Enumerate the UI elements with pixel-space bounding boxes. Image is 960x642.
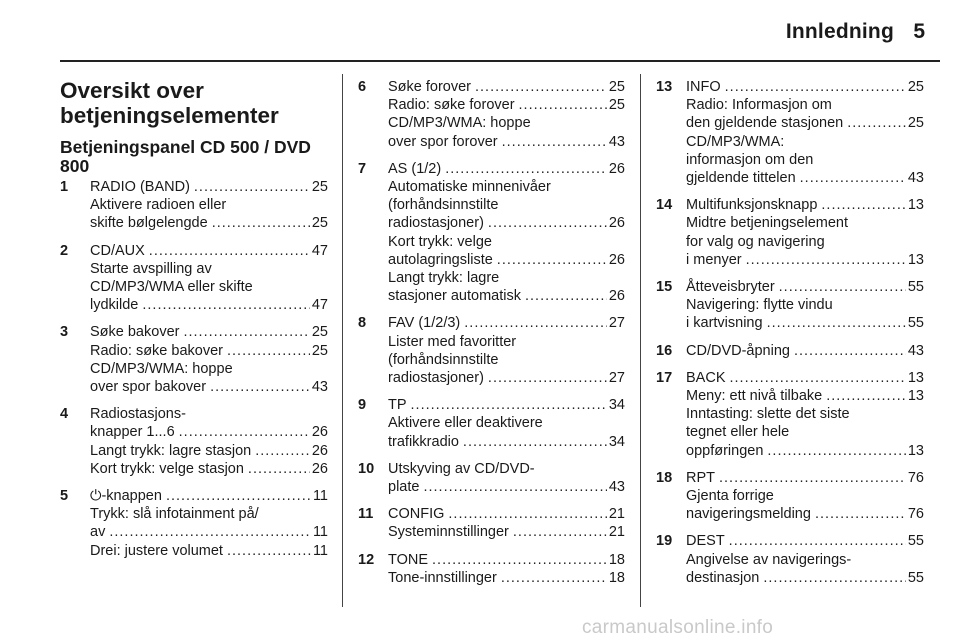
page-reference: 34: [608, 397, 625, 414]
entry-number: 6: [358, 79, 367, 95]
page-reference: 11: [312, 524, 328, 541]
index-entry: [60, 323, 328, 396]
entry-line-text: Søke bakover: [90, 324, 180, 341]
entry-line-text: den gjeldende stasjonen: [686, 115, 844, 132]
entry-line-text: Angivelse av navigerings-: [686, 551, 852, 568]
dot-leader: [501, 569, 607, 587]
entry-line-text: Radio: søke bakover: [90, 342, 223, 359]
dot-leader: [763, 569, 906, 587]
entry-line: [90, 378, 328, 396]
entry-number: 7: [358, 160, 367, 177]
page-reference: 76: [907, 469, 924, 486]
page-reference: 43: [907, 342, 924, 359]
page-reference: 26: [608, 215, 625, 232]
entry-body: [686, 469, 924, 524]
entry-line-text: FAV (1/2/3): [388, 315, 461, 332]
page-reference: 13: [907, 197, 924, 214]
entry-number: 10: [358, 460, 375, 477]
page-reference: 47: [311, 242, 328, 259]
entry-line: [686, 569, 924, 587]
page-reference: 25: [608, 79, 625, 95]
entry-line: [90, 242, 328, 260]
entry-line: [90, 442, 328, 460]
entry-line-text: Aktivere eller deaktivere: [388, 415, 543, 432]
dot-leader: [746, 251, 906, 269]
entry-line-text: Trykk: slå infotainment på/: [90, 506, 259, 523]
column-divider: [342, 74, 343, 607]
subsection-title: Betjeningspanel CD 500 / DVD 800: [60, 137, 311, 176]
dot-leader: [488, 214, 607, 232]
entry-line-text: av: [90, 524, 106, 541]
entry-line-text: destinasjon: [686, 569, 760, 586]
dot-leader: [475, 78, 607, 96]
entry-line-text: tegnet eller hele: [686, 424, 790, 441]
entry-line: [388, 196, 625, 214]
dot-leader: [142, 296, 310, 314]
entry-line: [388, 505, 625, 523]
entry-body: [388, 160, 625, 306]
entry-line: [90, 278, 328, 296]
page-reference: 26: [311, 460, 328, 477]
entry-line: [686, 505, 924, 523]
entry-line: [686, 114, 924, 132]
index-entry: [60, 487, 328, 560]
entry-number: 19: [656, 533, 673, 550]
entry-line: [90, 542, 328, 560]
entry-body: [90, 323, 328, 396]
page-reference: 27: [608, 370, 625, 387]
page-reference: 13: [907, 388, 924, 405]
entry-line-text: Åtteveisbryter: [686, 279, 775, 296]
entry-number: 18: [656, 469, 673, 486]
entry-number: 17: [656, 369, 673, 386]
dot-leader: [725, 78, 906, 96]
dot-leader: [179, 423, 310, 441]
page-reference: 18: [608, 551, 625, 568]
entry-line-text: oppføringen: [686, 442, 764, 459]
entry-line: [686, 233, 924, 251]
entry-line: [388, 178, 625, 196]
entry-line: [686, 442, 924, 460]
entry-line: [686, 278, 924, 296]
entry-line: [90, 323, 328, 341]
entry-line: [388, 78, 625, 96]
page-reference: 13: [907, 369, 924, 386]
entry-line: [388, 114, 625, 132]
index-column-1: [60, 78, 328, 569]
dot-leader: [794, 342, 906, 360]
page-reference: 55: [907, 569, 924, 586]
entry-line: [686, 296, 924, 314]
page-reference: 43: [608, 133, 625, 150]
entry-line: [90, 460, 328, 478]
entry-line: [686, 314, 924, 332]
entry-line-text: Starte avspilling av: [90, 260, 212, 277]
entry-line-text: Utskyving av CD/DVD-: [388, 460, 535, 477]
page-header-title: Innledning: [785, 20, 894, 43]
page-reference: 43: [907, 170, 924, 187]
dot-leader: [464, 314, 607, 332]
entry-line-text: for valg og navigering: [686, 233, 825, 250]
page-reference: 25: [311, 179, 328, 195]
entry-line-text: TONE: [388, 551, 429, 568]
entry-line: [388, 251, 625, 269]
entry-line-text: CD/MP3/WMA:: [686, 133, 785, 150]
dot-leader: [432, 551, 607, 569]
entry-line: [90, 360, 328, 378]
entry-line-text: Automatiske minnenivåer: [388, 179, 551, 196]
entry-body: [90, 487, 328, 560]
dot-leader: [183, 323, 309, 341]
entry-line-text: plate: [388, 479, 420, 496]
entry-line-text: RPT: [686, 469, 715, 486]
dot-leader: [423, 478, 606, 496]
entry-line: [686, 469, 924, 487]
index-entry: [358, 160, 625, 306]
index-entry: [358, 505, 625, 541]
entry-body: [686, 342, 924, 360]
entry-line: [686, 551, 924, 569]
index-entry: [656, 532, 924, 587]
dot-leader: [730, 369, 906, 387]
entry-line-text: (forhåndsinnstilte: [388, 351, 499, 368]
dot-leader: [519, 96, 607, 114]
entry-line: [686, 487, 924, 505]
dot-leader: [445, 160, 607, 178]
entry-line: [388, 314, 625, 332]
dot-leader: [166, 487, 311, 505]
entry-line-text: autolagringsliste: [388, 251, 493, 268]
entry-line-text: over spor bakover: [90, 379, 207, 396]
entry-line: [388, 214, 625, 232]
index-entry: [60, 242, 328, 315]
index-column-3: [656, 78, 924, 596]
entry-list: [358, 78, 625, 587]
entry-line: [686, 169, 924, 187]
entry-line-text: skifte bølgelengde: [90, 215, 208, 232]
entry-body: [388, 78, 625, 151]
entry-list: [60, 178, 328, 560]
entry-number: 3: [60, 324, 69, 341]
page-reference: 25: [608, 97, 625, 114]
entry-line-text: trafikkradio: [388, 433, 459, 450]
entry-line: [388, 333, 625, 351]
entry-line-text: CD/DVD-åpning: [686, 342, 790, 359]
dot-leader: [815, 505, 906, 523]
entry-line: [686, 532, 924, 550]
dot-leader: [463, 433, 607, 451]
entry-list: [656, 78, 924, 587]
dot-leader: [800, 169, 906, 187]
entry-body: [686, 278, 924, 333]
entry-line-text: RADIO (BAND): [90, 179, 190, 195]
page-reference: 25: [311, 215, 328, 232]
entry-line: [90, 196, 328, 214]
column-divider: [640, 74, 641, 607]
entry-line-text: i menyer: [686, 251, 742, 268]
entry-line-text: Systeminnstillinger: [388, 524, 509, 541]
entry-body: [686, 369, 924, 460]
entry-number: 8: [358, 315, 367, 332]
entry-number: 13: [656, 79, 673, 95]
dot-leader: [212, 214, 310, 232]
entry-body: [90, 178, 328, 233]
page-reference: 43: [311, 379, 328, 396]
entry-line-text: CONFIG: [388, 506, 445, 523]
entry-line-text: CD/AUX: [90, 242, 145, 259]
entry-line-text: CD/MP3/WMA: hoppe: [90, 360, 233, 377]
entry-number: 12: [358, 551, 375, 568]
entry-line-text: CD/MP3/WMA: hoppe: [388, 115, 531, 132]
header-divider: [60, 60, 940, 62]
entry-body: [388, 460, 625, 496]
page-reference: 25: [311, 342, 328, 359]
entry-line-text: Lister med favoritter: [388, 333, 517, 350]
entry-line-text: (forhåndsinnstilte: [388, 197, 499, 214]
index-entry: [60, 178, 328, 233]
index-entry: [358, 551, 625, 587]
page-reference: 55: [907, 279, 924, 296]
entry-number: 16: [656, 342, 673, 359]
index-entry: [358, 78, 625, 151]
entry-line-text: knapper 1...6: [90, 424, 175, 441]
page-reference: 26: [311, 424, 328, 441]
entry-line: [90, 178, 328, 196]
entry-line-text: Kort trykk: velge stasjon: [90, 460, 244, 477]
entry-line: [90, 523, 328, 541]
section-title: Oversikt over betjeningselementer: [60, 78, 279, 128]
entry-line-text: Søke forover: [388, 79, 471, 95]
entry-body: [388, 551, 625, 587]
page-reference: 26: [608, 251, 625, 268]
entry-line: [90, 260, 328, 278]
entry-line: [686, 342, 924, 360]
entry-line-text: over spor forover: [388, 133, 498, 150]
entry-line-text: Radio: Informasjon om: [686, 97, 832, 114]
dot-leader: [227, 542, 311, 560]
entry-line-text: stasjoner automatisk: [388, 288, 521, 305]
page-reference: 34: [608, 433, 625, 450]
entry-body: [686, 196, 924, 269]
entry-line: [686, 196, 924, 214]
dot-leader: [729, 532, 906, 550]
entry-body: [686, 532, 924, 587]
index-entry: [358, 396, 625, 451]
entry-body: [388, 314, 625, 387]
entry-body: [686, 78, 924, 187]
entry-line: [388, 133, 625, 151]
entry-line: [388, 269, 625, 287]
entry-line: [686, 387, 924, 405]
entry-line: [90, 423, 328, 441]
entry-line-text: AS (1/2): [388, 160, 442, 177]
page-reference: 76: [907, 506, 924, 523]
dot-leader: [767, 442, 905, 460]
page-reference: 47: [311, 297, 328, 314]
dot-leader: [779, 278, 906, 296]
entry-line: [388, 478, 625, 496]
entry-line-text: Inntasting: slette det siste: [686, 406, 850, 423]
dot-leader: [248, 460, 310, 478]
entry-number: 1: [60, 179, 69, 195]
entry-line: [90, 505, 328, 523]
page-reference: 25: [311, 324, 328, 341]
index-entry: [358, 460, 625, 496]
page-reference: 26: [608, 160, 625, 177]
dot-leader: [502, 133, 607, 151]
page-reference: 55: [907, 533, 924, 550]
page-reference: 26: [311, 442, 328, 459]
page-reference: 25: [907, 79, 924, 95]
entry-line: [686, 369, 924, 387]
entry-body: [90, 405, 328, 478]
entry-line-text: Radio: søke forover: [388, 97, 515, 114]
dot-leader: [719, 469, 906, 487]
entry-line: [90, 296, 328, 314]
entry-line-text: radiostasjoner): [388, 215, 484, 232]
entry-line: [388, 369, 625, 387]
dot-leader: [411, 396, 607, 414]
page-reference: 43: [608, 479, 625, 496]
index-entry: [358, 314, 625, 387]
entry-line: [388, 396, 625, 414]
page-reference: 18: [608, 569, 625, 586]
entry-line-text: radiostasjoner): [388, 370, 484, 387]
entry-line-text: informasjon om den: [686, 151, 814, 168]
dot-leader: [448, 505, 606, 523]
page-reference: 27: [608, 315, 625, 332]
entry-line-text: i kartvisning: [686, 315, 763, 332]
page-reference: 55: [907, 315, 924, 332]
entry-number: 5: [60, 488, 69, 505]
page-number: 5: [913, 20, 925, 43]
dot-leader: [227, 342, 310, 360]
entry-line: [686, 133, 924, 151]
entry-line: [686, 214, 924, 232]
entry-line: [686, 78, 924, 96]
entry-number: 4: [60, 406, 69, 423]
entry-line: [686, 405, 924, 423]
dot-leader: [847, 114, 906, 132]
entry-line: [388, 96, 625, 114]
entry-line: [388, 233, 625, 251]
entry-number: 9: [358, 397, 367, 414]
dot-leader: [767, 314, 906, 332]
index-column-2: [358, 78, 625, 596]
dot-leader: [149, 242, 310, 260]
entry-line-text: Multifunksjonsknapp: [686, 197, 818, 214]
entry-line-text: Meny: ett nivå tilbake: [686, 388, 823, 405]
dot-leader: [513, 523, 607, 541]
dot-leader: [194, 178, 310, 196]
entry-line-text: Gjenta forrige: [686, 488, 774, 505]
index-entry: [60, 405, 328, 478]
entry-line: [90, 487, 328, 505]
dot-leader: [821, 196, 905, 214]
watermark: carmanualsonline.info: [582, 617, 774, 638]
entry-line-text: Tone-innstillinger: [388, 569, 497, 586]
entry-line: [388, 523, 625, 541]
entry-line: [388, 433, 625, 451]
entry-line-text: CD/MP3/WMA eller skifte: [90, 279, 253, 296]
index-entry: [656, 369, 924, 460]
entry-line: [90, 214, 328, 232]
page-reference: 26: [608, 288, 625, 305]
page-reference: 21: [608, 524, 625, 541]
entry-number: 14: [656, 197, 673, 214]
dot-leader: [210, 378, 310, 396]
index-entry: [656, 196, 924, 269]
entry-body: [388, 396, 625, 451]
entry-line-text: Kort trykk: velge: [388, 233, 492, 250]
entry-number: 15: [656, 279, 673, 296]
entry-number: 11: [358, 506, 374, 523]
entry-number: 2: [60, 242, 69, 259]
entry-line: [686, 251, 924, 269]
entry-line: [686, 151, 924, 169]
entry-line-text: DEST: [686, 533, 725, 550]
entry-line-text: Midtre betjeningselement: [686, 215, 849, 232]
entry-line-text: gjeldende tittelen: [686, 170, 796, 187]
entry-body: [90, 242, 328, 315]
entry-line: [388, 351, 625, 369]
entry-line: [388, 460, 625, 478]
entry-line-text: INFO: [686, 79, 721, 95]
index-entry: [656, 278, 924, 333]
entry-line: [686, 96, 924, 114]
entry-line-text: TP: [388, 397, 407, 414]
entry-line: [90, 405, 328, 423]
page-reference: 25: [907, 115, 924, 132]
page-reference: 13: [907, 251, 924, 268]
entry-line-text: Drei: justere volumet: [90, 542, 223, 559]
entry-line-text: Langt trykk: lagre stasjon: [90, 442, 252, 459]
entry-line-text: Navigering: flytte vindu: [686, 297, 833, 314]
dot-leader: [109, 523, 311, 541]
entry-line: [388, 414, 625, 432]
dot-leader: [525, 287, 607, 305]
entry-line-text: BACK: [686, 369, 726, 386]
page-reference: 13: [907, 442, 924, 459]
entry-line-text: Aktivere radioen eller: [90, 197, 227, 214]
entry-line: [388, 551, 625, 569]
entry-body: [388, 505, 625, 541]
index-entry: [656, 342, 924, 360]
dot-leader: [255, 442, 310, 460]
dot-leader: [826, 387, 906, 405]
entry-line: [388, 160, 625, 178]
entry-line: [686, 423, 924, 441]
entry-line-text: Radiostasjons-: [90, 406, 186, 423]
entry-line-text: ⏻-knappen: [90, 488, 162, 505]
entry-line-text: Langt trykk: lagre: [388, 270, 500, 287]
entry-line: [388, 569, 625, 587]
dot-leader: [497, 251, 607, 269]
entry-line-text: lydkilde: [90, 297, 139, 314]
dot-leader: [488, 369, 607, 387]
page-reference: 21: [608, 506, 625, 523]
index-entry: [656, 78, 924, 187]
entry-line: [90, 342, 328, 360]
entry-line-text: navigeringsmelding: [686, 506, 811, 523]
index-entry: [656, 469, 924, 524]
page-reference: 11: [312, 488, 328, 505]
entry-line: [388, 287, 625, 305]
page-reference: 11: [312, 542, 328, 559]
